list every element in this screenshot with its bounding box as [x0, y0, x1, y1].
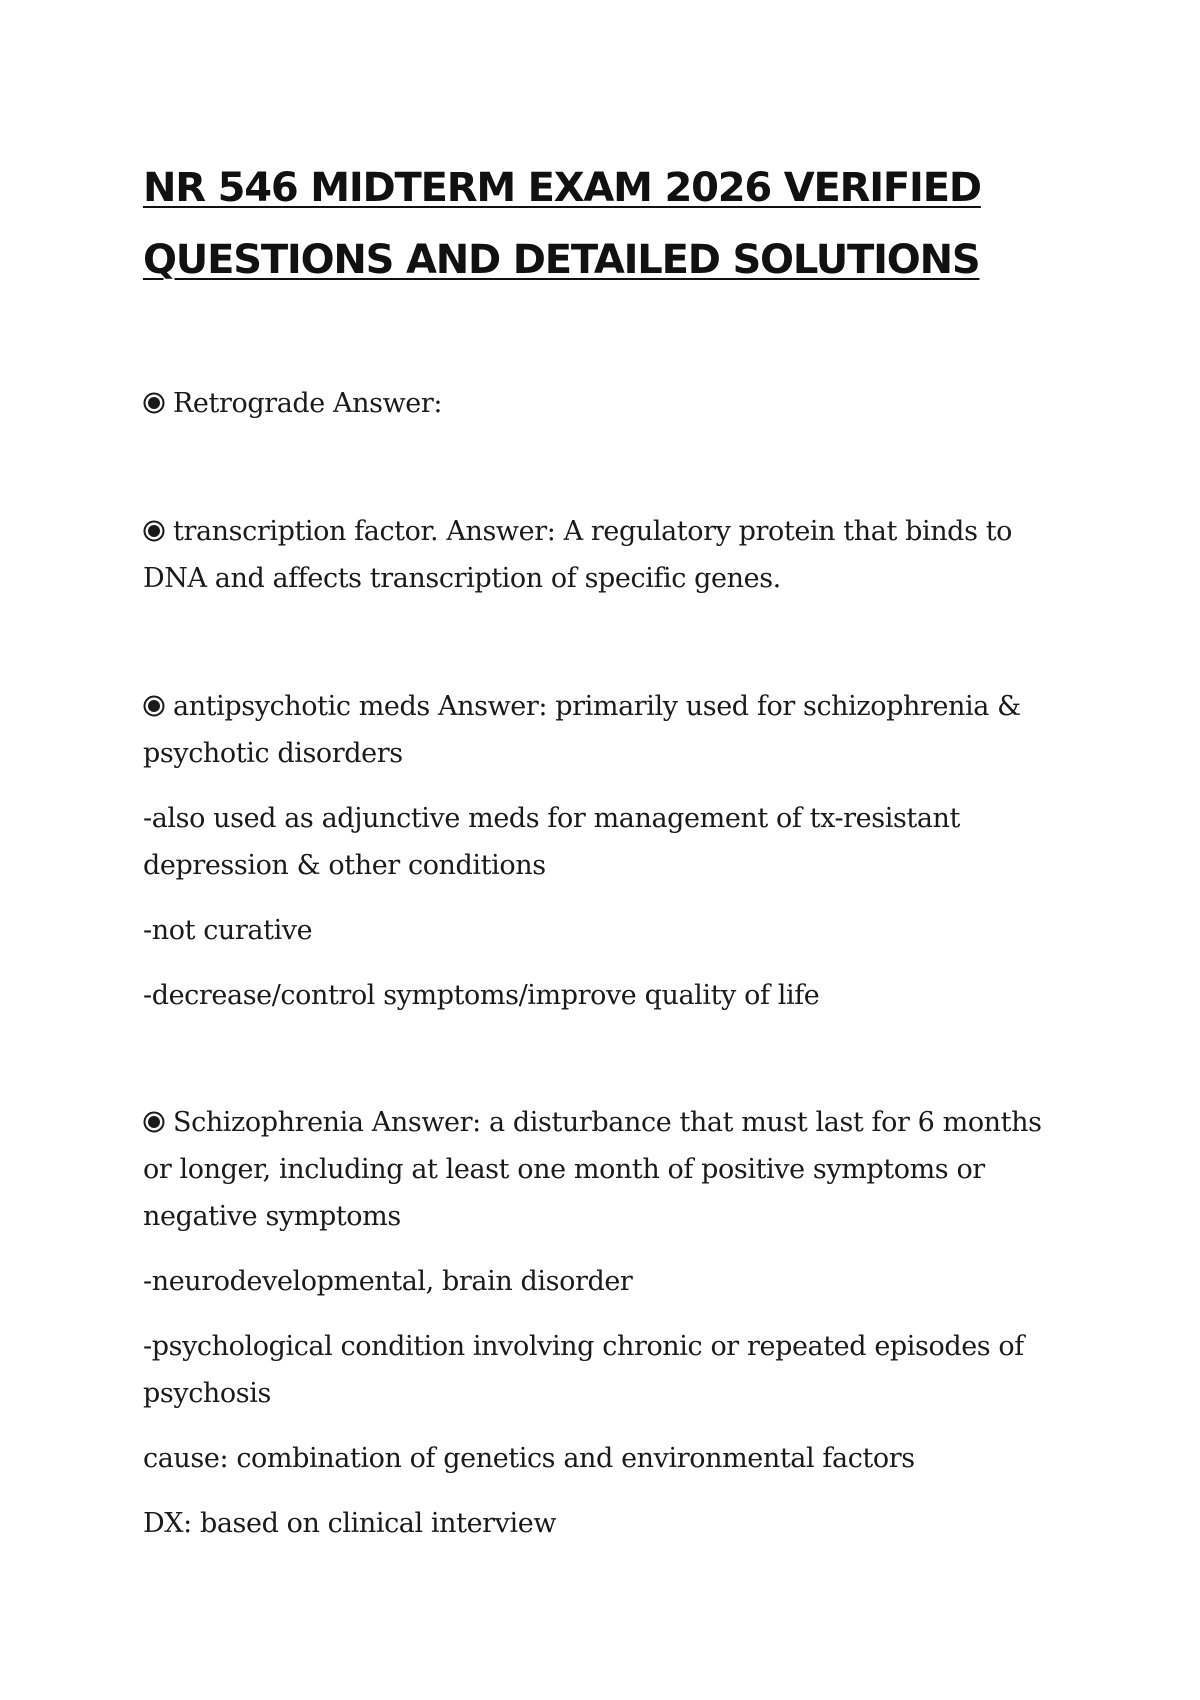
radio-bullet-icon: [143, 392, 165, 414]
title-line: NR 546 MIDTERM EXAM 2026 VERIFIED: [143, 165, 981, 211]
entry-detail-line: -decrease/control symptoms/improve quality of life: [143, 980, 820, 1011]
qa-entry-retrograde: [143, 380, 1063, 445]
radio-bullet-icon: [143, 520, 165, 542]
entry-detail-line: DX: based on clinical interview: [143, 1508, 557, 1539]
entry-term: Schizophrenia Answer: a disturbance that must last for 6 months or longer, including at least one month of positive symptoms or negative symptoms: [143, 1107, 1042, 1232]
title-line: QUESTIONS AND DETAILED SOLUTIONS: [143, 237, 980, 283]
entry-detail-line: cause: combination of genetics and environmental factors: [143, 1443, 915, 1474]
document-title: [143, 152, 1083, 296]
entry-term: Retrograde Answer:: [143, 380, 1063, 427]
entry-term: antipsychotic meds Answer: primarily used for schizophrenia & psychotic disorders: [143, 691, 1021, 769]
entry-detail-line: -also used as adjunctive meds for management of tx-resistant depression & other conditions: [143, 803, 960, 881]
radio-bullet-icon: [143, 1111, 165, 1133]
entry-term: transcription factor. Answer: A regulatory protein that binds to DNA and affects transcription of specific genes.: [143, 516, 1013, 594]
entry-detail-line: -not curative: [143, 915, 313, 946]
qa-entry-antipsychotic-meds: [143, 683, 1063, 1037]
entry-detail-line: -neurodevelopmental, brain disorder: [143, 1266, 633, 1297]
entry-detail-line: -psychological condition involving chronic or repeated episodes of psychosis: [143, 1331, 1024, 1409]
qa-entry-schizophrenia: [143, 1099, 1063, 1565]
qa-entry-transcription-factor: [143, 508, 1063, 620]
radio-bullet-icon: [143, 695, 165, 717]
